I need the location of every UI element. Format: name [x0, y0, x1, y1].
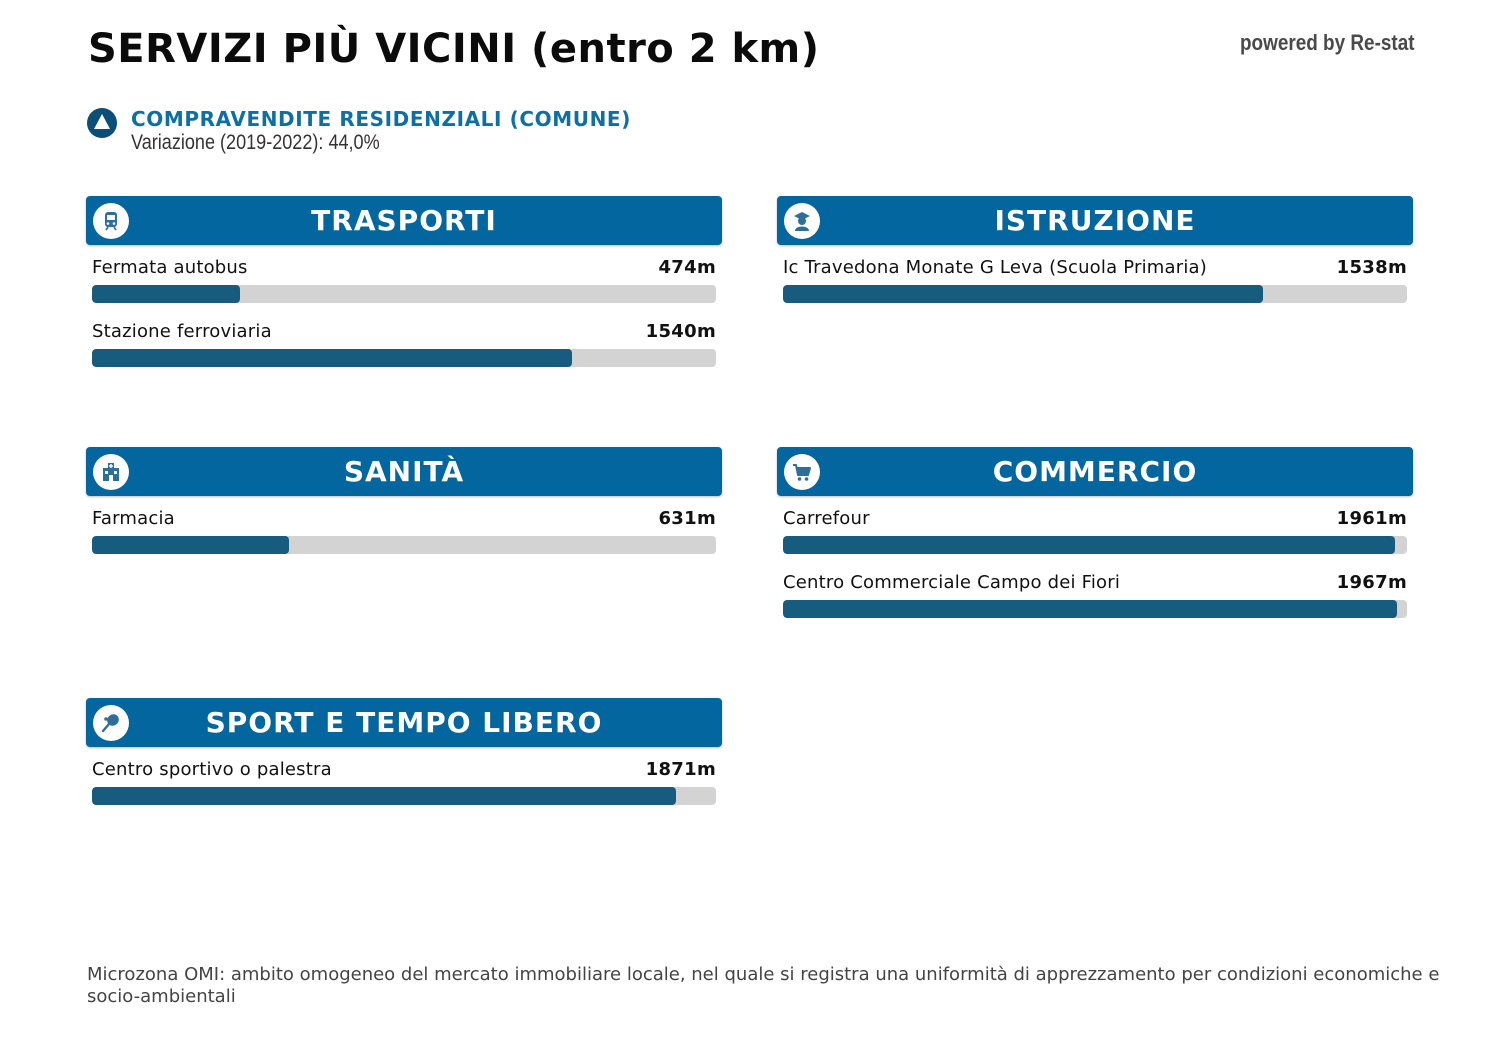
- distance-bar: [92, 349, 716, 367]
- item-name: Centro sportivo o palestra: [92, 759, 332, 780]
- list-item: [92, 496, 716, 560]
- section-istruzione: [777, 196, 1413, 309]
- item-name: Carrefour: [783, 508, 870, 529]
- item-distance: 1967m: [1336, 572, 1407, 593]
- list-item: [92, 245, 716, 309]
- item-distance: 1538m: [1336, 257, 1407, 278]
- distance-bar-fill: [92, 787, 676, 805]
- section-title: SANITÀ: [343, 455, 465, 488]
- page-title: SERVIZI PIÙ VICINI (entro 2 km): [88, 26, 820, 72]
- list-item: [92, 309, 716, 373]
- section-header: [777, 447, 1413, 496]
- item-distance: 474m: [658, 257, 716, 278]
- kpi-title: COMPRAVENDITE RESIDENZIALI (COMUNE): [131, 107, 631, 131]
- section-header: [86, 698, 722, 747]
- distance-bar: [92, 787, 716, 805]
- item-name: Stazione ferroviaria: [92, 321, 272, 342]
- section-header: [86, 447, 722, 496]
- distance-bar-fill: [92, 285, 240, 303]
- kpi-subtitle: Variazione (2019-2022): 44,0%: [131, 131, 380, 154]
- item-distance: 1871m: [645, 759, 716, 780]
- distance-bar-fill: [92, 349, 572, 367]
- distance-bar: [783, 600, 1407, 618]
- item-distance: 1961m: [1336, 508, 1407, 529]
- section-title: ISTRUZIONE: [994, 204, 1196, 237]
- item-name: Fermata autobus: [92, 257, 248, 278]
- list-item: [783, 496, 1407, 560]
- item-name: Farmacia: [92, 508, 175, 529]
- section-sport: [86, 698, 722, 811]
- section-title: COMMERCIO: [992, 455, 1198, 488]
- item-name: Centro Commerciale Campo dei Fiori: [783, 572, 1121, 593]
- distance-bar-fill: [783, 600, 1397, 618]
- section-header: [777, 196, 1413, 245]
- triangle-up-icon: [87, 108, 117, 138]
- section-commercio: [777, 447, 1413, 624]
- section-trasporti: [86, 196, 722, 373]
- distance-bar: [92, 285, 716, 303]
- list-item: [92, 747, 716, 811]
- section-title: TRASPORTI: [311, 204, 497, 237]
- footnote: Microzona OMI: ambito omogeneo del mercato immobiliare locale, nel quale si registra una uniformità di apprezzamento per condizioni economiche e socio-ambientali: [87, 964, 1440, 1007]
- item-name: Ic Travedona Monate G Leva (Scuola Primaria): [783, 257, 1208, 278]
- distance-bar-fill: [783, 285, 1263, 303]
- distance-bar: [92, 536, 716, 554]
- list-item: [783, 560, 1407, 624]
- distance-bar: [783, 285, 1407, 303]
- section-sanita: [86, 447, 722, 560]
- item-distance: 1540m: [645, 321, 716, 342]
- distance-bar-fill: [92, 536, 289, 554]
- powered-by-label: powered by Re-stat: [1240, 30, 1415, 55]
- section-header: [86, 196, 722, 245]
- distance-bar-fill: [783, 536, 1395, 554]
- section-title: SPORT E TEMPO LIBERO: [205, 706, 603, 739]
- list-item: [783, 245, 1407, 309]
- item-distance: 631m: [658, 508, 716, 529]
- distance-bar: [783, 536, 1407, 554]
